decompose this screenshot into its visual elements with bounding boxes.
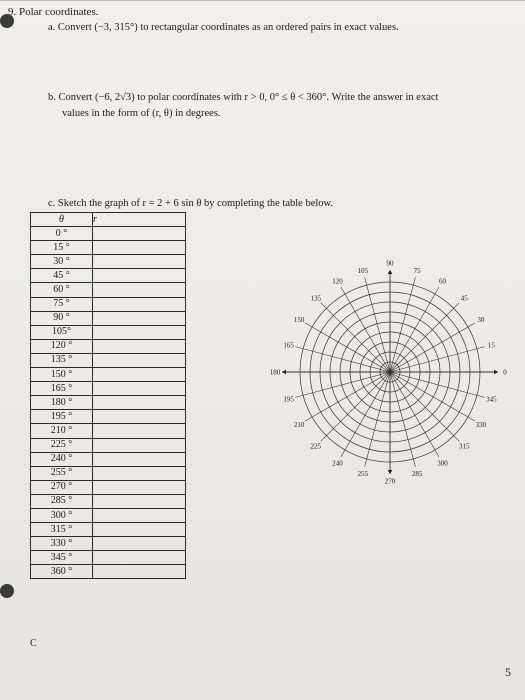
top-rule xyxy=(0,0,525,1)
angle-label: 15 xyxy=(487,341,495,350)
angle-label: 0 xyxy=(503,368,507,377)
theta-cell: 330 ° xyxy=(31,537,93,551)
angle-label: 90 xyxy=(386,259,394,268)
grid-ray xyxy=(390,372,415,467)
angle-label: 150 xyxy=(293,316,305,324)
angle-label: 270 xyxy=(384,477,396,486)
grid-ray xyxy=(305,323,390,372)
angle-label: 195 xyxy=(283,395,294,404)
table-row xyxy=(31,368,186,382)
r-cell[interactable] xyxy=(93,452,186,466)
table-row xyxy=(31,551,186,565)
grid-ray xyxy=(305,372,390,421)
theta-cell: 270 ° xyxy=(31,480,93,494)
table-row xyxy=(31,438,186,452)
r-cell[interactable] xyxy=(93,255,186,269)
r-cell[interactable] xyxy=(93,508,186,522)
r-cell[interactable] xyxy=(93,438,186,452)
r-cell[interactable] xyxy=(93,283,186,297)
theta-cell: 0 ° xyxy=(31,227,93,241)
grid-ray xyxy=(390,287,439,372)
angle-label: 345 xyxy=(486,395,497,404)
r-cell[interactable] xyxy=(93,297,186,311)
table-row xyxy=(31,227,186,241)
grid-ray xyxy=(295,372,390,397)
axis-arrow xyxy=(388,470,393,474)
grid-ray xyxy=(295,347,390,372)
table-row xyxy=(31,523,186,537)
polar-grid xyxy=(240,240,525,520)
theta-cell: 45 ° xyxy=(31,269,93,283)
table-row xyxy=(31,565,186,579)
theta-cell: 15 ° xyxy=(31,241,93,255)
theta-cell: 90 ° xyxy=(31,311,93,325)
axis-arrow xyxy=(282,370,286,375)
theta-cell: 345 ° xyxy=(31,551,93,565)
angle-label: 225 xyxy=(310,442,322,451)
r-cell[interactable] xyxy=(93,480,186,494)
r-cell[interactable] xyxy=(93,494,186,508)
angle-label: 60 xyxy=(439,277,446,286)
angle-label: 135 xyxy=(310,294,322,303)
grid-ray xyxy=(390,277,415,372)
r-cell[interactable] xyxy=(93,339,186,353)
theta-cell: 60 ° xyxy=(31,283,93,297)
table-row xyxy=(31,494,186,508)
table-row xyxy=(31,396,186,410)
grid-ray xyxy=(365,372,390,467)
theta-cell: 165 ° xyxy=(31,382,93,396)
angle-label: 30 xyxy=(477,316,485,324)
r-cell[interactable] xyxy=(93,241,186,255)
r-cell[interactable] xyxy=(93,311,186,325)
table-row xyxy=(31,452,186,466)
angle-label: 315 xyxy=(458,442,470,451)
problem-heading: 9. Polar coordinates. xyxy=(8,6,99,18)
part-b-text-line2: values in the form of (r, θ) in degrees. xyxy=(62,108,221,119)
theta-cell: 300 ° xyxy=(31,508,93,522)
table-row xyxy=(31,311,186,325)
angle-label: 105 xyxy=(357,267,369,276)
theta-cell: 105° xyxy=(31,325,93,339)
r-cell[interactable] xyxy=(93,523,186,537)
table-row xyxy=(31,339,186,353)
r-header: r xyxy=(93,213,186,227)
angle-label: 210 xyxy=(293,421,305,429)
r-cell[interactable] xyxy=(93,227,186,241)
theta-cell: 210 ° xyxy=(31,424,93,438)
table-row xyxy=(31,480,186,494)
theta-cell: 315 ° xyxy=(31,523,93,537)
grid-ray xyxy=(390,372,475,421)
theta-cell: 240 ° xyxy=(31,452,93,466)
page-number: 5 xyxy=(505,665,511,679)
angle-label: 255 xyxy=(357,469,369,478)
r-cell[interactable] xyxy=(93,424,186,438)
grid-ray xyxy=(390,372,439,457)
angle-label: 120 xyxy=(332,277,343,286)
table-header-row xyxy=(31,213,186,227)
angle-label: 180 xyxy=(269,368,281,377)
table-row xyxy=(31,508,186,522)
grid-ray xyxy=(390,347,485,372)
table-row xyxy=(31,283,186,297)
table-row xyxy=(31,410,186,424)
part-a-text: a. Convert (−3, 315°) to rectangular coordinates as an ordered pairs in exact values. xyxy=(48,22,399,33)
theta-header: θ xyxy=(31,213,93,227)
theta-cell: 285 ° xyxy=(31,494,93,508)
part-b-text-line1: b. Convert (−6, 2√3) to polar coordinates with r > 0, 0° ≤ θ < 360°. Write the answer in exact xyxy=(48,92,439,103)
r-cell[interactable] xyxy=(93,537,186,551)
grid-ray xyxy=(341,372,390,457)
theta-cell: 255 ° xyxy=(31,466,93,480)
r-cell[interactable] xyxy=(93,368,186,382)
theta-cell: 135 ° xyxy=(31,353,93,367)
angle-label: 45 xyxy=(460,294,468,303)
part-c-text: c. Sketch the graph of r = 2 + 6 sin θ by completing the table below. xyxy=(48,198,334,209)
theta-cell: 75 ° xyxy=(31,297,93,311)
axis-arrow xyxy=(494,370,498,375)
table-row xyxy=(31,255,186,269)
table-row xyxy=(31,269,186,283)
theta-cell: 195 ° xyxy=(31,410,93,424)
table-row xyxy=(31,382,186,396)
theta-cell: 150 ° xyxy=(31,368,93,382)
theta-cell: 180 ° xyxy=(31,396,93,410)
angle-label: 330 xyxy=(475,421,487,429)
theta-cell: 30 ° xyxy=(31,255,93,269)
r-cell[interactable] xyxy=(93,565,186,579)
table-row xyxy=(31,537,186,551)
angle-label: 165 xyxy=(283,341,294,350)
angle-label: 285 xyxy=(411,469,423,478)
theta-cell: 120 ° xyxy=(31,339,93,353)
table-row xyxy=(31,241,186,255)
table-row xyxy=(31,466,186,480)
r-cell[interactable] xyxy=(93,466,186,480)
theta-cell: 225 ° xyxy=(31,438,93,452)
r-cell[interactable] xyxy=(93,382,186,396)
grid-ray xyxy=(390,372,485,397)
corner-mark: C xyxy=(30,638,37,649)
table-row xyxy=(31,353,186,367)
table-row xyxy=(31,297,186,311)
r-cell[interactable] xyxy=(93,269,186,283)
r-cell[interactable] xyxy=(93,396,186,410)
angle-label: 75 xyxy=(413,267,421,276)
r-cell[interactable] xyxy=(93,325,186,339)
r-cell[interactable] xyxy=(93,410,186,424)
grid-ray xyxy=(390,323,475,372)
r-cell[interactable] xyxy=(93,551,186,565)
theta-cell: 360 ° xyxy=(31,565,93,579)
grid-ray xyxy=(365,277,390,372)
angle-label: 240 xyxy=(332,459,343,468)
angle-label: 300 xyxy=(437,459,448,468)
values-table xyxy=(30,212,186,579)
axis-arrow xyxy=(388,270,393,274)
binder-hole-bottom xyxy=(0,584,14,598)
grid-ray xyxy=(341,287,390,372)
table-row xyxy=(31,424,186,438)
table-row xyxy=(31,325,186,339)
r-cell[interactable] xyxy=(93,353,186,367)
